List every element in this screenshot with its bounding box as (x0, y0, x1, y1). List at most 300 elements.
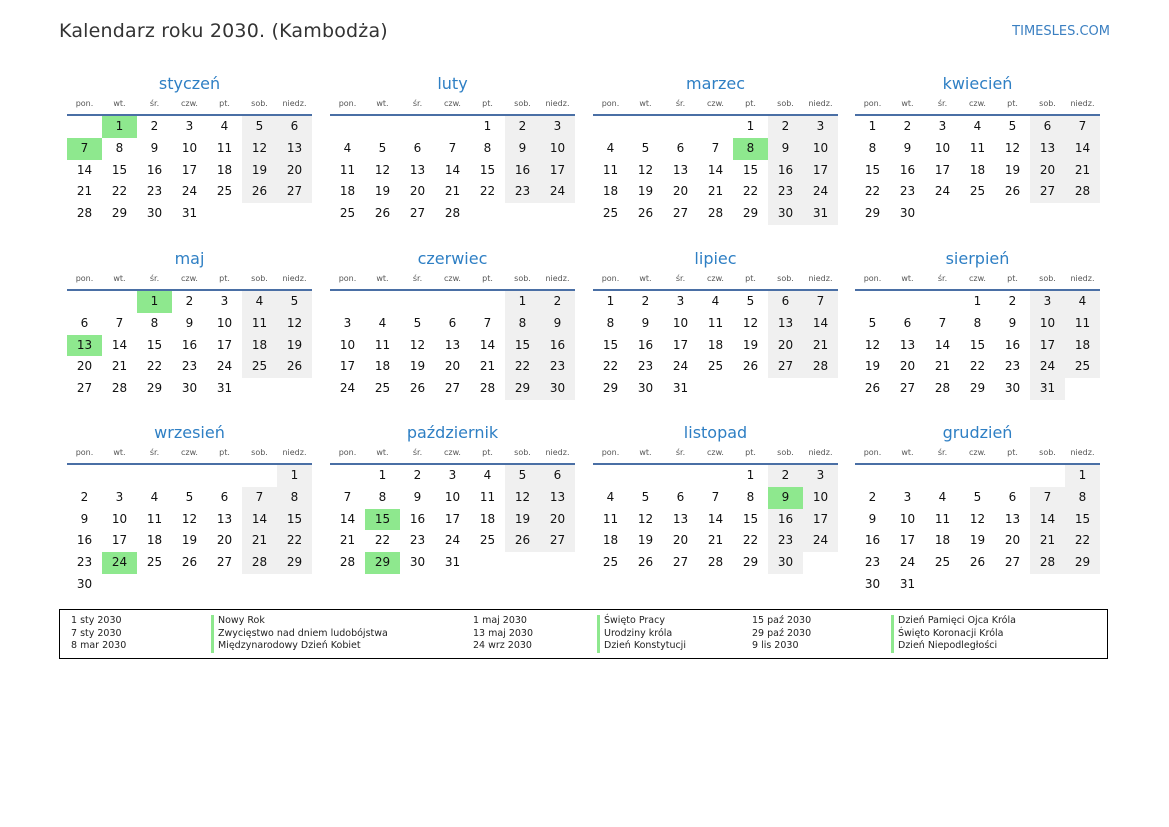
month-calendar (855, 247, 1100, 400)
month-name: maj (174, 249, 205, 268)
weekday-label: śr. (149, 448, 160, 457)
day-cell: 8 (483, 140, 492, 155)
week-row (855, 465, 1100, 487)
day-cell: 9 (150, 140, 159, 155)
month-name: czerwiec (417, 249, 488, 268)
weekday-label: pt. (745, 448, 756, 457)
day-cell: 1 (746, 468, 755, 482)
weekday-label: pon. (601, 99, 620, 108)
legend-date: 9 lis 2030 (752, 640, 799, 651)
weekday-label: pt. (219, 99, 230, 108)
day-cell: 12 (277, 313, 312, 335)
day-cell: 25 (707, 359, 724, 374)
day-cell: 31 (899, 576, 916, 591)
empty-day-cell (1065, 574, 1100, 596)
weekday-label: wt. (639, 99, 652, 108)
empty-day-cell (435, 291, 470, 313)
weekday-label: pon. (863, 99, 882, 108)
weekday-label: niedz. (282, 448, 307, 457)
day-cell: 17 (672, 337, 689, 352)
day-cell: 19 (637, 184, 654, 199)
day-cell: 25 (969, 184, 986, 199)
weekday-header (855, 271, 1100, 291)
day-cell: 5 (378, 140, 387, 155)
day-cell: 8 (746, 489, 755, 504)
day-cell: 5 (973, 489, 982, 504)
empty-day-cell (330, 116, 365, 138)
day-cell: 4 (1065, 291, 1100, 313)
month-name: styczeń (158, 74, 221, 93)
week-row (67, 291, 312, 313)
day-cell: 28 (707, 555, 724, 570)
empty-day-cell (242, 574, 277, 596)
day-cell: 18 (146, 533, 163, 548)
day-cell: 23 (864, 555, 881, 570)
day-cell: 27 (1030, 181, 1065, 203)
weekday-label: niedz. (1070, 448, 1095, 457)
day-cell: 5 (641, 140, 650, 155)
empty-day-cell (505, 203, 540, 225)
week-row (67, 160, 312, 182)
day-cell: 14 (242, 509, 277, 531)
day-cell: 17 (803, 160, 838, 182)
day-cell: 19 (374, 184, 391, 199)
holiday-day-cell: 1 (137, 291, 172, 313)
holiday-day-cell: 24 (102, 552, 137, 574)
week-row (330, 160, 575, 182)
day-cell: 3 (185, 119, 194, 133)
empty-day-cell (242, 203, 277, 225)
empty-day-cell (67, 465, 102, 487)
day-cell: 27 (1004, 555, 1021, 570)
day-cell: 20 (1030, 160, 1065, 182)
day-cell: 5 (1008, 119, 1017, 133)
weekday-label: niedz. (282, 99, 307, 108)
day-cell: 28 (803, 356, 838, 378)
weekday-label: wt. (113, 274, 126, 283)
empty-day-cell (1030, 203, 1065, 225)
month-calendar (593, 72, 838, 225)
day-cell: 11 (934, 511, 951, 526)
week-row (855, 509, 1100, 531)
day-cell: 23 (181, 359, 198, 374)
empty-day-cell (855, 465, 890, 487)
week-row (67, 530, 312, 552)
weekday-label: niedz. (1070, 99, 1095, 108)
week-row (330, 291, 575, 313)
legend-date: 7 sty 2030 (71, 627, 122, 639)
week-row (67, 487, 312, 509)
empty-day-cell (242, 378, 277, 400)
empty-day-cell (277, 203, 312, 225)
legend-holiday-name: Święto Pracy (597, 615, 686, 628)
day-cell: 26 (969, 555, 986, 570)
day-cell: 3 (803, 116, 838, 138)
day-cell: 30 (768, 203, 803, 225)
day-cell: 15 (277, 509, 312, 531)
day-cell: 2 (80, 489, 89, 504)
page-title: Kalendarz roku 2030. (Kambodża) (59, 20, 388, 42)
week-row (855, 487, 1100, 509)
weekday-label: wt. (901, 274, 914, 283)
weekday-label: pt. (1007, 99, 1018, 108)
day-cell: 28 (111, 381, 128, 396)
empty-day-cell (470, 291, 505, 313)
week-row (855, 138, 1100, 160)
day-cell: 1 (1065, 465, 1100, 487)
site-link[interactable]: TIMESLES.COM (1012, 24, 1110, 39)
day-cell: 30 (540, 378, 575, 400)
empty-day-cell (1030, 574, 1065, 596)
day-cell: 17 (216, 337, 233, 352)
weekday-label: czw. (181, 448, 198, 457)
weekday-label: czw. (969, 99, 986, 108)
day-cell: 9 (768, 138, 803, 160)
day-cell: 7 (711, 140, 720, 155)
holiday-day-cell: 9 (768, 487, 803, 509)
weekday-label: sob. (251, 274, 268, 283)
day-cell: 30 (76, 576, 93, 591)
holiday-day-cell: 1 (102, 116, 137, 138)
day-cell: 21 (111, 359, 128, 374)
day-cell: 1 (606, 294, 615, 308)
day-cell: 9 (903, 140, 912, 155)
day-cell: 6 (277, 116, 312, 138)
empty-day-cell (207, 465, 242, 487)
empty-day-cell (365, 291, 400, 313)
weekday-label: pt. (482, 274, 493, 283)
day-cell: 26 (409, 381, 426, 396)
week-row (67, 116, 312, 138)
holiday-day-cell: 8 (733, 138, 768, 160)
day-cell: 29 (742, 555, 759, 570)
day-cell: 18 (216, 162, 233, 177)
week-row (330, 335, 575, 357)
day-cell: 15 (479, 162, 496, 177)
day-cell: 23 (540, 356, 575, 378)
day-cell: 10 (1030, 313, 1065, 335)
legend-holiday-name: Zwycięstwo nad dniem ludobójstwa (211, 628, 388, 641)
day-cell: 6 (676, 140, 685, 155)
empty-day-cell (663, 116, 698, 138)
week-row (855, 181, 1100, 203)
day-cell: 13 (540, 487, 575, 509)
day-cell: 8 (150, 315, 159, 330)
week-row (67, 574, 312, 596)
day-cell: 15 (864, 162, 881, 177)
day-cell: 13 (444, 337, 461, 352)
day-cell: 25 (602, 555, 619, 570)
day-cell: 25 (374, 381, 391, 396)
day-cell: 17 (540, 160, 575, 182)
day-cell: 31 (181, 206, 198, 221)
day-cell: 27 (444, 381, 461, 396)
day-cell: 16 (409, 511, 426, 526)
holiday-day-cell: 7 (67, 138, 102, 160)
day-cell: 1 (505, 291, 540, 313)
day-cell: 28 (76, 206, 93, 221)
day-cell: 3 (676, 294, 685, 308)
month-calendar (593, 247, 838, 400)
empty-day-cell (207, 203, 242, 225)
week-row (330, 552, 575, 574)
week-row (593, 291, 838, 313)
week-row (330, 116, 575, 138)
week-row (330, 313, 575, 335)
day-cell: 11 (242, 313, 277, 335)
legend-holiday-name: Dzień Niepodległości (891, 640, 1016, 653)
day-cell: 22 (602, 359, 619, 374)
day-cell: 24 (1030, 356, 1065, 378)
weekday-label: śr. (937, 448, 948, 457)
day-cell: 4 (343, 140, 352, 155)
empty-day-cell (277, 378, 312, 400)
holiday-day-cell: 15 (365, 509, 400, 531)
day-cell: 6 (413, 140, 422, 155)
empty-day-cell (593, 116, 628, 138)
empty-day-cell (67, 116, 102, 138)
day-cell: 13 (409, 162, 426, 177)
week-row (593, 509, 838, 531)
day-cell: 15 (146, 337, 163, 352)
day-cell: 6 (220, 489, 229, 504)
day-cell: 23 (768, 530, 803, 552)
week-row (855, 552, 1100, 574)
empty-day-cell (628, 116, 663, 138)
day-cell: 4 (606, 140, 615, 155)
day-cell: 29 (111, 206, 128, 221)
weekday-label: wt. (113, 448, 126, 457)
weekday-label: sob. (777, 274, 794, 283)
day-cell: 27 (768, 356, 803, 378)
day-cell: 21 (803, 335, 838, 357)
weekday-label: sob. (777, 99, 794, 108)
day-cell: 6 (80, 315, 89, 330)
day-cell: 27 (672, 555, 689, 570)
empty-day-cell (400, 116, 435, 138)
month-calendar (67, 247, 312, 400)
day-cell: 11 (602, 162, 619, 177)
week-row (855, 291, 1100, 313)
day-cell: 10 (934, 140, 951, 155)
day-cell: 15 (111, 162, 128, 177)
day-cell: 24 (444, 533, 461, 548)
day-cell: 30 (768, 552, 803, 574)
day-cell: 20 (768, 335, 803, 357)
day-cell: 2 (150, 119, 159, 133)
weekday-label: niedz. (545, 448, 570, 457)
day-cell: 16 (768, 160, 803, 182)
day-cell: 16 (146, 162, 163, 177)
day-cell: 15 (602, 337, 619, 352)
holiday-day-cell: 29 (365, 552, 400, 574)
empty-day-cell (995, 574, 1030, 596)
day-cell: 19 (277, 335, 312, 357)
weekday-label: śr. (937, 274, 948, 283)
day-cell: 27 (540, 530, 575, 552)
weekday-label: sob. (251, 448, 268, 457)
day-cell: 27 (409, 206, 426, 221)
weekday-label: śr. (675, 274, 686, 283)
day-cell: 17 (181, 162, 198, 177)
day-cell: 20 (277, 160, 312, 182)
day-cell: 8 (973, 315, 982, 330)
day-cell: 3 (220, 294, 229, 308)
day-cell: 29 (602, 381, 619, 396)
week-row (67, 203, 312, 225)
empty-day-cell (242, 465, 277, 487)
day-cell: 18 (479, 511, 496, 526)
weekday-header (855, 445, 1100, 465)
week-row (593, 138, 838, 160)
day-cell: 20 (672, 184, 689, 199)
day-cell: 12 (409, 337, 426, 352)
day-cell: 7 (803, 291, 838, 313)
day-cell: 5 (868, 315, 877, 330)
day-cell: 20 (409, 184, 426, 199)
day-cell: 26 (242, 181, 277, 203)
day-cell: 13 (216, 511, 233, 526)
day-cell: 20 (899, 359, 916, 374)
day-cell: 31 (216, 381, 233, 396)
day-cell: 6 (768, 291, 803, 313)
day-cell: 14 (1030, 509, 1065, 531)
day-cell: 2 (1008, 294, 1017, 308)
day-cell: 3 (1030, 291, 1065, 313)
week-row (67, 138, 312, 160)
day-cell: 23 (76, 555, 93, 570)
weekday-header (593, 271, 838, 291)
day-cell: 21 (1030, 530, 1065, 552)
day-cell: 5 (185, 489, 194, 504)
day-cell: 24 (672, 359, 689, 374)
day-cell: 23 (1004, 359, 1021, 374)
empty-day-cell (855, 291, 890, 313)
empty-day-cell (1030, 465, 1065, 487)
month-calendar (330, 72, 575, 225)
weekday-label: pon. (75, 274, 94, 283)
day-cell: 21 (707, 184, 724, 199)
day-cell: 5 (746, 294, 755, 308)
week-row (593, 116, 838, 138)
day-cell: 22 (146, 359, 163, 374)
week-row (593, 530, 838, 552)
day-cell: 12 (637, 162, 654, 177)
day-cell: 3 (343, 315, 352, 330)
day-cell: 25 (146, 555, 163, 570)
weekday-label: wt. (901, 99, 914, 108)
day-cell: 10 (444, 489, 461, 504)
day-cell: 13 (899, 337, 916, 352)
day-cell: 10 (672, 315, 689, 330)
day-cell: 18 (1065, 335, 1100, 357)
day-cell: 2 (413, 468, 422, 482)
weekday-label: czw. (707, 99, 724, 108)
empty-day-cell (925, 574, 960, 596)
day-cell: 19 (864, 359, 881, 374)
week-row (330, 181, 575, 203)
empty-day-cell (698, 378, 733, 400)
day-cell: 9 (641, 315, 650, 330)
week-row (67, 465, 312, 487)
day-cell: 3 (903, 489, 912, 504)
weekday-label: pon. (338, 99, 357, 108)
day-cell: 26 (637, 555, 654, 570)
weekday-label: czw. (444, 99, 461, 108)
empty-day-cell (803, 378, 838, 400)
day-cell: 6 (676, 489, 685, 504)
day-cell: 17 (934, 162, 951, 177)
weekday-label: wt. (639, 448, 652, 457)
day-cell: 6 (1030, 116, 1065, 138)
weekday-header (593, 96, 838, 116)
day-cell: 10 (803, 138, 838, 160)
day-cell: 8 (505, 313, 540, 335)
day-cell: 11 (146, 511, 163, 526)
weekday-label: wt. (113, 99, 126, 108)
day-cell: 14 (934, 337, 951, 352)
legend-name-column (891, 615, 1016, 653)
empty-day-cell (890, 465, 925, 487)
legend-holiday-name: Nowy Rok (211, 615, 388, 628)
empty-day-cell (67, 291, 102, 313)
day-cell: 7 (343, 489, 352, 504)
day-cell: 21 (707, 533, 724, 548)
week-row (855, 356, 1100, 378)
day-cell: 30 (146, 206, 163, 221)
month-name: październik (406, 423, 499, 442)
day-cell: 10 (899, 511, 916, 526)
day-cell: 19 (181, 533, 198, 548)
day-cell: 1 (378, 468, 387, 482)
legend-date: 8 mar 2030 (71, 640, 127, 651)
day-cell: 1 (483, 119, 492, 133)
day-cell: 13 (768, 313, 803, 335)
day-cell: 9 (80, 511, 89, 526)
day-cell: 9 (540, 313, 575, 335)
day-cell: 9 (185, 315, 194, 330)
legend-date: 1 sty 2030 (71, 615, 122, 626)
day-cell: 13 (277, 138, 312, 160)
day-cell: 4 (242, 291, 277, 313)
day-cell: 29 (505, 378, 540, 400)
day-cell: 13 (672, 162, 689, 177)
day-cell: 11 (374, 337, 391, 352)
day-cell: 30 (1004, 381, 1021, 396)
weekday-label: czw. (707, 448, 724, 457)
empty-day-cell (1065, 378, 1100, 400)
day-cell: 14 (707, 511, 724, 526)
day-cell: 26 (277, 356, 312, 378)
day-cell: 13 (1030, 138, 1065, 160)
week-row (593, 335, 838, 357)
month-calendar (855, 421, 1100, 596)
day-cell: 28 (242, 552, 277, 574)
day-cell: 16 (899, 162, 916, 177)
week-row (593, 203, 838, 225)
day-cell: 23 (505, 181, 540, 203)
week-row (330, 203, 575, 225)
day-cell: 20 (540, 509, 575, 531)
day-cell: 24 (339, 381, 356, 396)
day-cell: 19 (969, 533, 986, 548)
day-cell: 13 (672, 511, 689, 526)
day-cell: 20 (672, 533, 689, 548)
week-row (67, 181, 312, 203)
day-cell: 18 (339, 184, 356, 199)
day-cell: 16 (505, 160, 540, 182)
day-cell: 4 (483, 468, 492, 482)
